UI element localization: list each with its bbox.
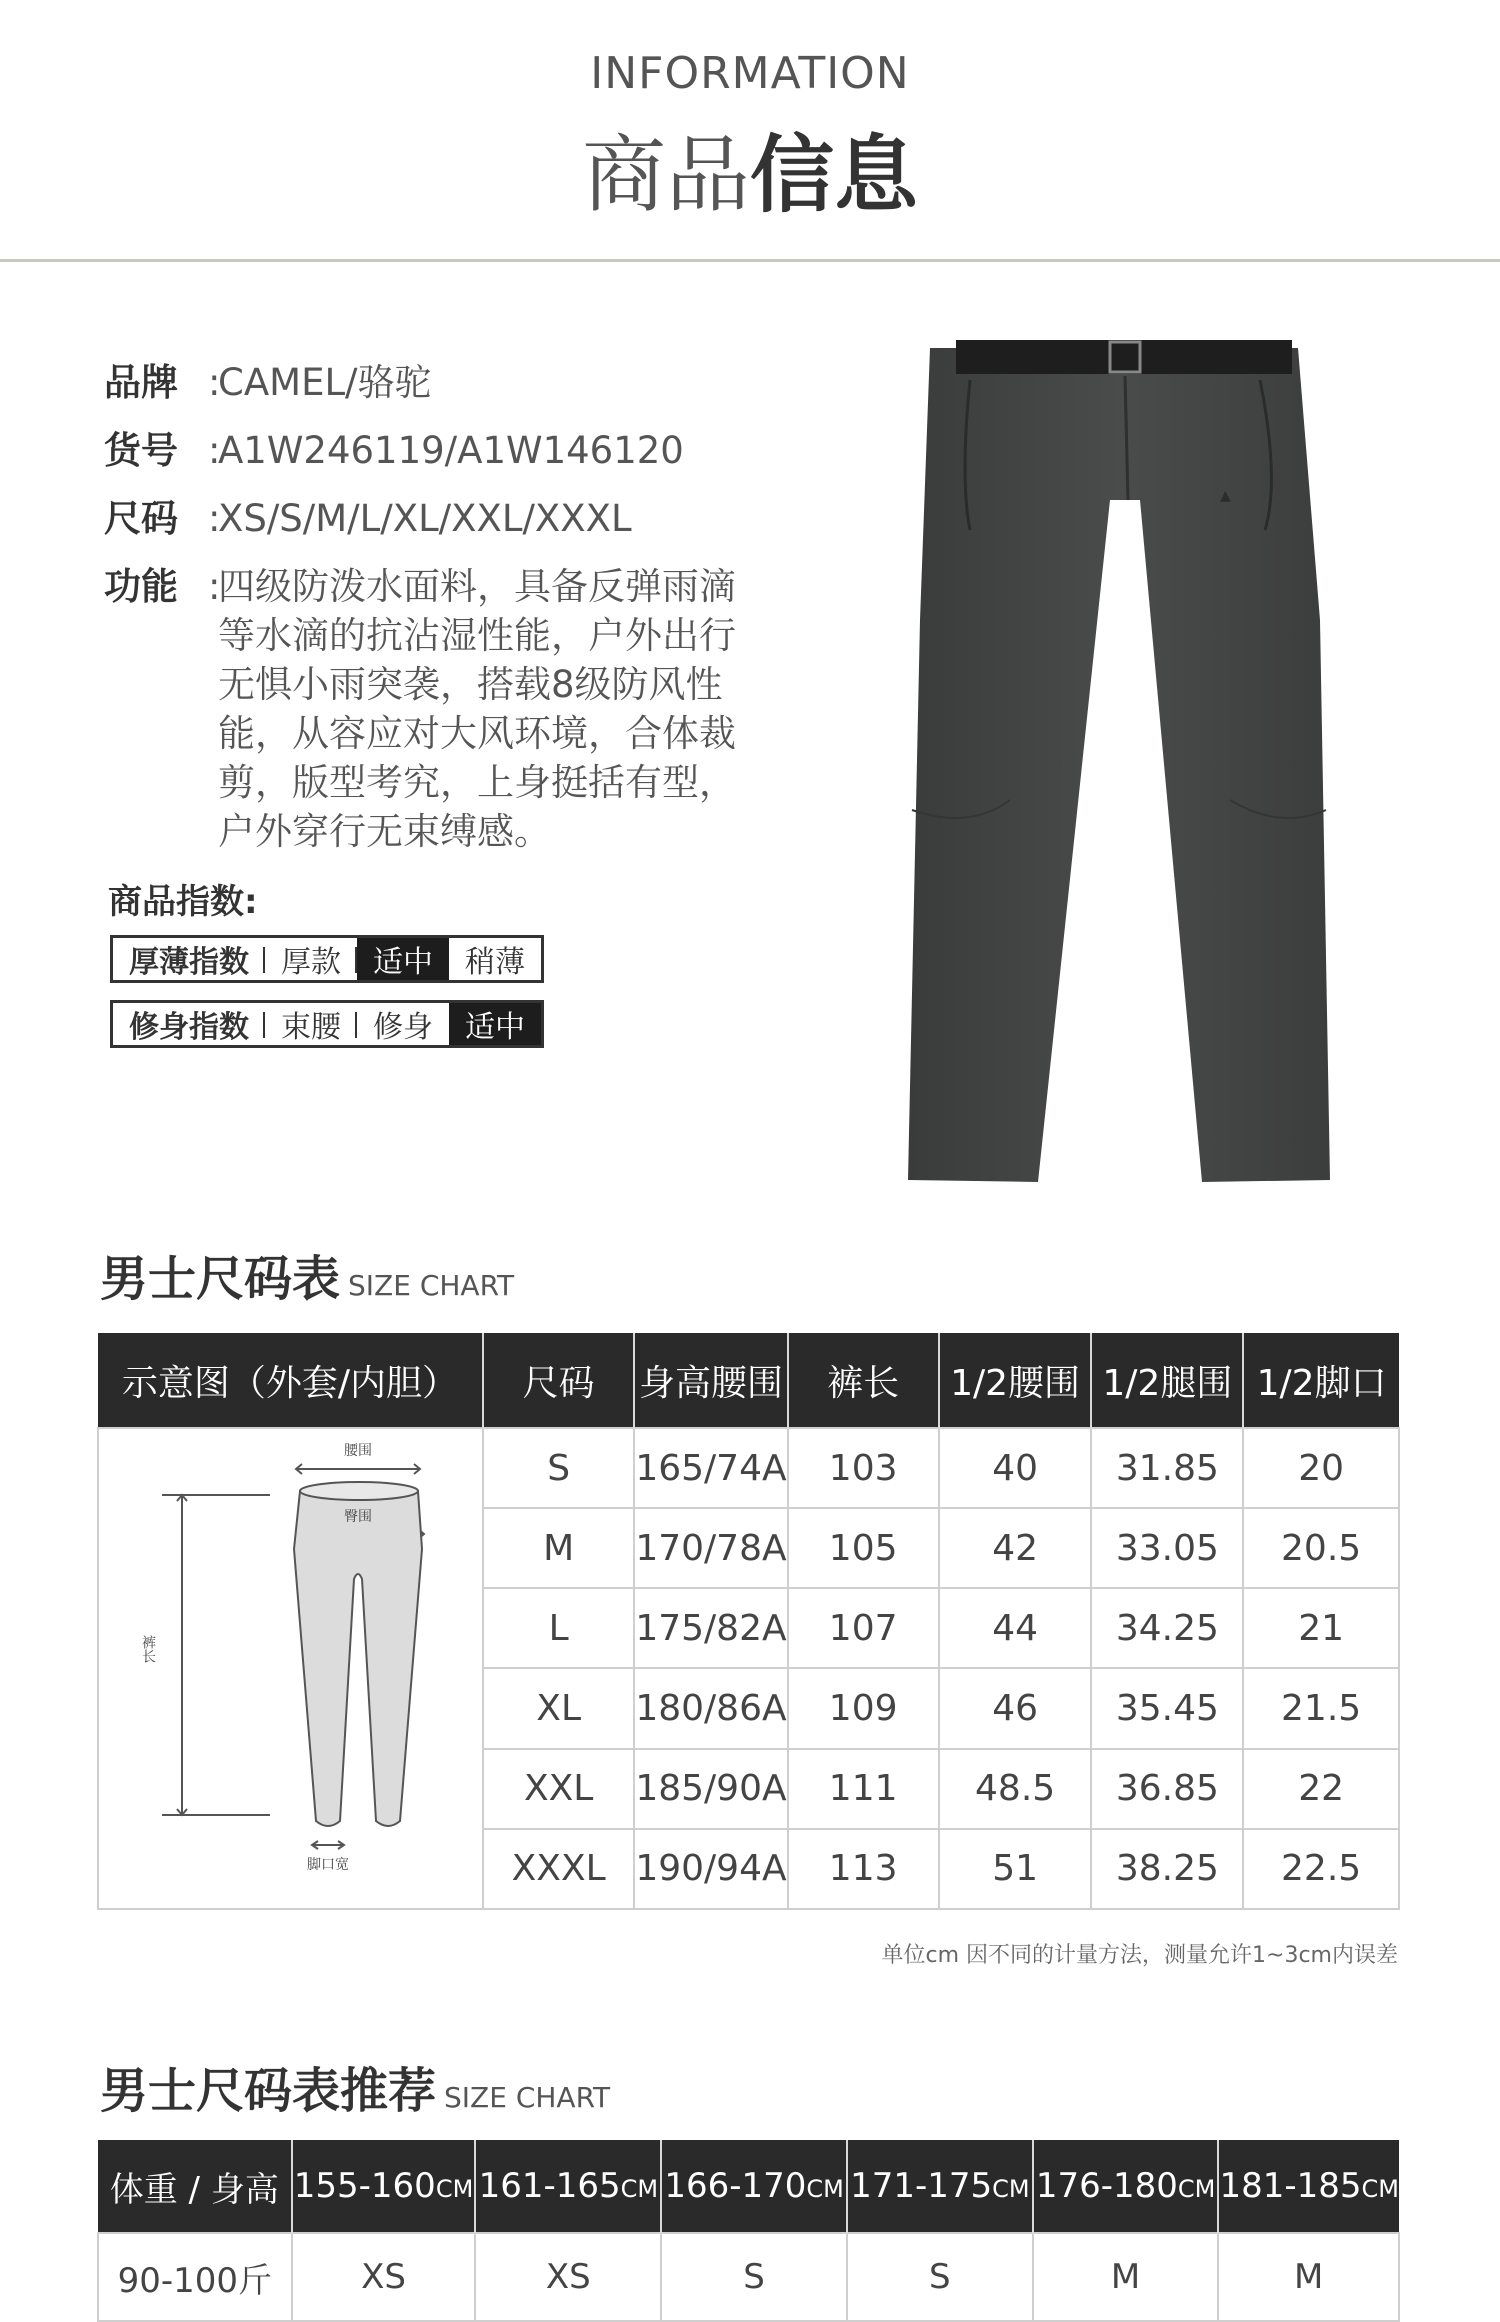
weight-cell: 90-100斤 (98, 2233, 292, 2321)
height-waist-cell: 170/78A (634, 1508, 787, 1588)
thickness-option: 适中 (357, 938, 449, 980)
length-cell: 107 (788, 1588, 939, 1668)
size-cell: XXXL (483, 1829, 634, 1909)
height-range: 166-170 (664, 2166, 807, 2206)
column-header: 体重 / 身高 (98, 2140, 292, 2233)
half-hem-cell: 20 (1243, 1428, 1399, 1508)
column-header: 1/2腰围 (939, 1333, 1092, 1428)
info-key-brand: 品牌 (104, 361, 178, 404)
info-value-brand: CAMEL/骆驼 (218, 361, 432, 404)
length-cell: 113 (788, 1829, 939, 1909)
info-key-function: 功能 (104, 565, 178, 608)
table-header-row (98, 1333, 1399, 1428)
half-hem-cell: 22.5 (1243, 1829, 1399, 1909)
table-header-row (98, 2140, 1399, 2233)
size-cell: S (483, 1428, 634, 1508)
size-chart-subtitle: SIZE CHART (348, 1269, 515, 1302)
recommended-size-cell: S (847, 2233, 1033, 2321)
index-title: 商品指数: (108, 882, 258, 922)
unit-label: CM (992, 2175, 1030, 2203)
thickness-index-label: 厚薄指数 (113, 938, 265, 980)
column-header: 身高腰围 (634, 1333, 787, 1428)
half-waist-cell: 40 (939, 1428, 1092, 1508)
length-cell: 111 (788, 1749, 939, 1829)
thickness-option: 稍薄 (465, 945, 525, 980)
unit-label: CM (620, 2175, 659, 2203)
size-chart-title-cn: 男士尺码表 (100, 1251, 341, 1307)
size-chart-title (100, 1240, 514, 1309)
column-header: 1/2脚口 (1243, 1333, 1399, 1428)
fit-index (110, 1000, 544, 1048)
height-waist-cell: 175/82A (634, 1588, 787, 1668)
size-chart-table (97, 1333, 1400, 1910)
recommend-title-cn: 男士尺码表推荐 (100, 2063, 437, 2119)
half-thigh-cell: 31.85 (1091, 1428, 1243, 1508)
leggings-diagram-icon (100, 1429, 481, 1899)
length-cell: 109 (788, 1668, 939, 1748)
height-waist-cell: 185/90A (634, 1749, 787, 1829)
column-header (292, 2140, 476, 2233)
recommended-size-cell: M (1218, 2233, 1399, 2321)
function-line: 能，从容应对大风环境，合体裁 (218, 712, 736, 755)
function-line: 四级防泼水面料，具备反弹雨滴 (218, 565, 736, 608)
recommended-size-cell: XS (475, 2233, 661, 2321)
header-title-cn-light: 商品 (581, 126, 750, 224)
half-waist-cell: 44 (939, 1588, 1092, 1668)
height-waist-cell: 165/74A (634, 1428, 787, 1508)
half-hem-cell: 20.5 (1243, 1508, 1399, 1588)
half-thigh-cell: 34.25 (1091, 1588, 1243, 1668)
height-range: 176-180 (1035, 2166, 1178, 2206)
diagram-label-hip: 臀围 (343, 1509, 372, 1525)
info-sizes: 尺码 : XS/S/M/L/XL/XXL/XXXL (104, 494, 744, 543)
length-cell: 105 (788, 1508, 939, 1588)
info-value-function (218, 562, 744, 856)
column-header (1033, 2140, 1219, 2233)
length-cell: 103 (788, 1428, 939, 1508)
diagram-label-waist: 腰围 (343, 1443, 372, 1459)
recommended-size-cell: XS (292, 2233, 476, 2321)
recommend-table (97, 2140, 1400, 2322)
info-brand: 品牌 : CAMEL/骆驼 (104, 358, 744, 407)
half-thigh-cell: 36.85 (1091, 1749, 1243, 1829)
height-range: 171-175 (850, 2166, 993, 2206)
column-header (661, 2140, 847, 2233)
column-header (475, 2140, 661, 2233)
function-line: 户外穿行无束缚感。 (218, 810, 551, 853)
height-range: 161-165 (478, 2166, 621, 2206)
header-title-en: INFORMATION (590, 48, 910, 99)
half-hem-cell: 22 (1243, 1749, 1399, 1829)
info-function: 功能 : 四级防泼水面料，具备反弹雨滴 等水滴的抗沾湿性能，户外出行 无惧小雨突袭，搭载8级防风性 能，从容应对大风环境，合体裁 剪，版型考究，上身挺括有型， 户外穿行无束缚感。 (104, 562, 744, 856)
function-line: 无惧小雨突袭，搭载8级防风性 (218, 663, 723, 706)
info-key-sizes: 尺码 (104, 497, 178, 540)
half-waist-cell: 51 (939, 1829, 1092, 1909)
column-header (847, 2140, 1033, 2233)
header-title-cn-bold: 信息 (750, 126, 919, 224)
recommended-size-cell: S (661, 2233, 847, 2321)
recommend-subtitle: SIZE CHART (444, 2081, 611, 2114)
measurement-note: 单位cm 因不同的计量方法，测量允许1~3cm内误差 (881, 1943, 1398, 1968)
thickness-index (110, 935, 544, 983)
half-hem-cell: 21.5 (1243, 1668, 1399, 1748)
half-waist-cell: 46 (939, 1668, 1092, 1748)
half-thigh-cell: 38.25 (1091, 1829, 1243, 1909)
header-title-cn (0, 108, 1500, 229)
half-thigh-cell: 33.05 (1091, 1508, 1243, 1588)
size-cell: L (483, 1588, 634, 1668)
diagram-label-length: 裤长 (139, 1635, 156, 1663)
info-value-sizes: XS/S/M/L/XL/XXL/XXXL (218, 497, 632, 540)
fit-option: 适中 (449, 1003, 541, 1045)
fit-index-label: 修身指数 (113, 1003, 265, 1045)
height-range: 155-160 (293, 2166, 436, 2206)
column-header: 示意图（外套/内胆） (98, 1333, 483, 1428)
diagram-label-hem: 脚口宽 (306, 1857, 349, 1873)
height-waist-cell: 180/86A (634, 1668, 787, 1748)
thickness-option: 厚款 (265, 938, 357, 980)
product-info (104, 358, 744, 875)
info-item-no: 货号 : A1W246119/A1W146120 (104, 426, 744, 475)
function-line: 剪，版型考究，上身挺括有型， (218, 761, 736, 804)
function-line: 等水滴的抗沾湿性能，户外出行 (218, 614, 736, 657)
half-waist-cell: 42 (939, 1508, 1092, 1588)
unit-label: CM (435, 2175, 474, 2203)
recommended-size-cell: M (1033, 2233, 1219, 2321)
height-range: 181-185 (1219, 2166, 1362, 2206)
fit-option: 修身 (373, 1010, 433, 1045)
half-waist-cell: 48.5 (939, 1749, 1092, 1829)
height-waist-cell: 190/94A (634, 1829, 787, 1909)
column-header (1218, 2140, 1399, 2233)
page-header (0, 0, 1500, 262)
size-cell: XL (483, 1668, 634, 1748)
info-value-item-no: A1W246119/A1W146120 (218, 429, 684, 472)
info-key-item-no: 货号 (104, 429, 178, 472)
size-cell: XXL (483, 1749, 634, 1829)
unit-label: CM (1177, 2175, 1216, 2203)
svg-text:▲: ▲ (1220, 488, 1231, 504)
half-hem-cell: 21 (1243, 1588, 1399, 1668)
table-row (98, 1428, 1399, 1508)
half-thigh-cell: 35.45 (1091, 1668, 1243, 1748)
measure-diagram (98, 1428, 483, 1909)
size-cell: M (483, 1508, 634, 1588)
column-header: 尺码 (483, 1333, 634, 1428)
table-row (98, 2233, 1399, 2321)
pants-image (900, 330, 1340, 1190)
fit-option: 束腰 (265, 1003, 357, 1045)
unit-label: CM (806, 2175, 844, 2203)
column-header: 裤长 (788, 1333, 939, 1428)
recommend-title (100, 2052, 610, 2121)
column-header: 1/2腿围 (1091, 1333, 1243, 1428)
unit-label: CM (1361, 2175, 1399, 2203)
